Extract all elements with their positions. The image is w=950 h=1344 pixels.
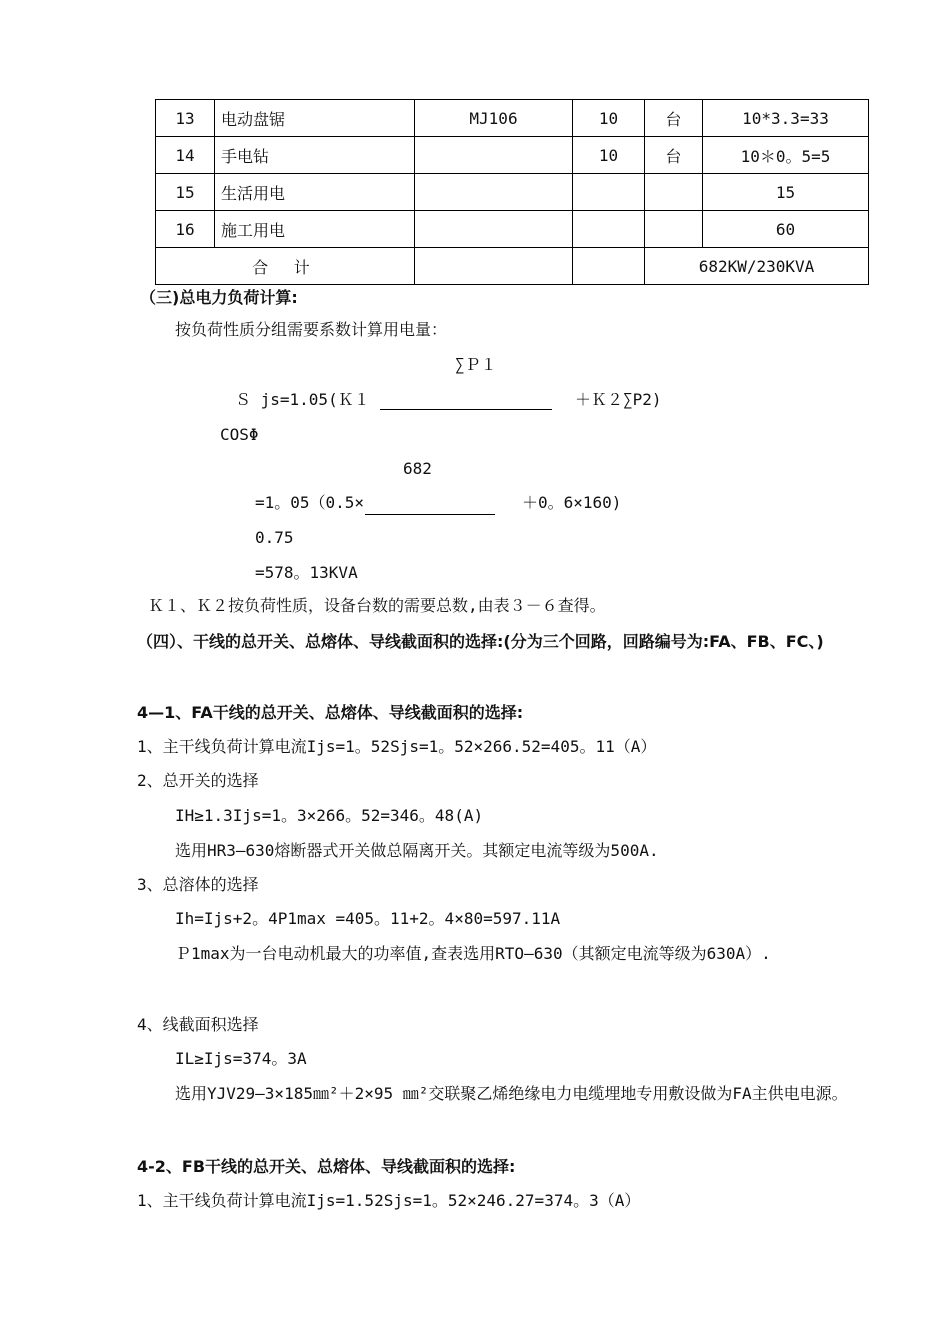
paragraph: 按负荷性质分组需要系数计算用电量： [175, 320, 448, 339]
table-row [156, 211, 869, 248]
paragraph: IL≥Ijs=374。3A [175, 1049, 307, 1068]
row-number-cell: 15 [156, 174, 215, 211]
calc-numerator: 682 [403, 459, 432, 478]
calc-left: =1。05（0.5× [255, 493, 365, 512]
formula-right: ＋Ｋ２∑P2) [575, 390, 662, 409]
paragraph: 2、总开关的选择 [137, 771, 259, 790]
item-name-cell: 施工用电 [215, 211, 415, 248]
paragraph: IH≥1.3Ijs=1。3×266。52=346。48(A) [175, 806, 484, 825]
unit-cell: 台 [645, 100, 703, 137]
unit-cell: 台 [645, 137, 703, 174]
paragraph: 1、主干线负荷计算电流Ijs=1。52Sjs=1。52×266.52=405。11（A） [137, 737, 657, 756]
subsection-heading: 4-2、FB干线的总开关、总熔体、导线截面积的选择: [137, 1157, 516, 1176]
model-cell: MJ106 [415, 100, 573, 137]
quantity-cell: 10 [573, 100, 645, 137]
section-heading: （四）、干线的总开关、总熔体、导线截面积的选择:(分为三个回路，回路编号为:FA、FB、FC、) [137, 632, 824, 651]
paragraph: Ih=Ijs+2。4P1max =405。11+2。4×80=597.11A [175, 909, 561, 928]
item-name-cell: 电动盘锯 [215, 100, 415, 137]
paragraph: 1、主干线负荷计算电流Ijs=1.52Sjs=1。52×246.27=374。3（A） [137, 1191, 641, 1210]
calc-denominator: 0.75 [255, 528, 294, 547]
total-label: 合 计 [156, 248, 415, 285]
total-value: 682KW/230KVA [645, 248, 869, 285]
quantity-cell: 10 [573, 137, 645, 174]
table-row [156, 137, 869, 174]
item-name-cell: 生活用电 [215, 174, 415, 211]
row-number-cell: 16 [156, 211, 215, 248]
total-empty [415, 248, 573, 285]
power-cell: 10*3.3=33 [703, 100, 869, 137]
calc-right: ＋0。6×160) [522, 493, 622, 512]
section-heading: （三)总电力负荷计算: [140, 288, 298, 307]
model-cell [415, 211, 573, 248]
power-cell: 60 [703, 211, 869, 248]
row-number-cell: 13 [156, 100, 215, 137]
quantity-cell [573, 174, 645, 211]
load-table [155, 99, 869, 285]
item-name-cell: 手电钻 [215, 137, 415, 174]
paragraph: Ｐ1max为一台电动机最大的功率值,查表选用RTO—630（其额定电流等级为630A）. [175, 944, 771, 963]
formula-numerator: ∑Ｐ１ [455, 355, 497, 374]
total-empty [573, 248, 645, 285]
table-row [156, 174, 869, 211]
table-total-row [156, 248, 869, 285]
quantity-cell [573, 211, 645, 248]
formula-denominator: COSΦ [220, 425, 259, 444]
paragraph: Ｋ１、Ｋ２按负荷性质，设备台数的需要总数,由表３－６查得。 [148, 596, 606, 615]
table-row [156, 100, 869, 137]
power-cell: 15 [703, 174, 869, 211]
paragraph: 选用HR3—630熔断器式开关做总隔离开关。其额定电流等级为500A. [175, 841, 659, 860]
row-number-cell: 14 [156, 137, 215, 174]
calc-result: =578。13KVA [255, 563, 358, 582]
unit-cell [645, 211, 703, 248]
paragraph: 选用YJV29—3×185㎜²＋2×95 ㎜²交联聚乙烯绝缘电力电缆埋地专用敷设做为FA主供电电源。 [175, 1084, 848, 1103]
paragraph: 4、线截面积选择 [137, 1015, 259, 1034]
power-cell: 10＊0。5=5 [703, 137, 869, 174]
model-cell [415, 137, 573, 174]
fraction-line [380, 409, 552, 410]
model-cell [415, 174, 573, 211]
subsection-heading: 4—1、FA干线的总开关、总熔体、导线截面积的选择: [137, 703, 524, 722]
fraction-line [365, 514, 495, 515]
formula-left: Ｓ js=1.05(Ｋ１ [235, 390, 370, 409]
paragraph: 3、总溶体的选择 [137, 875, 259, 894]
unit-cell [645, 174, 703, 211]
